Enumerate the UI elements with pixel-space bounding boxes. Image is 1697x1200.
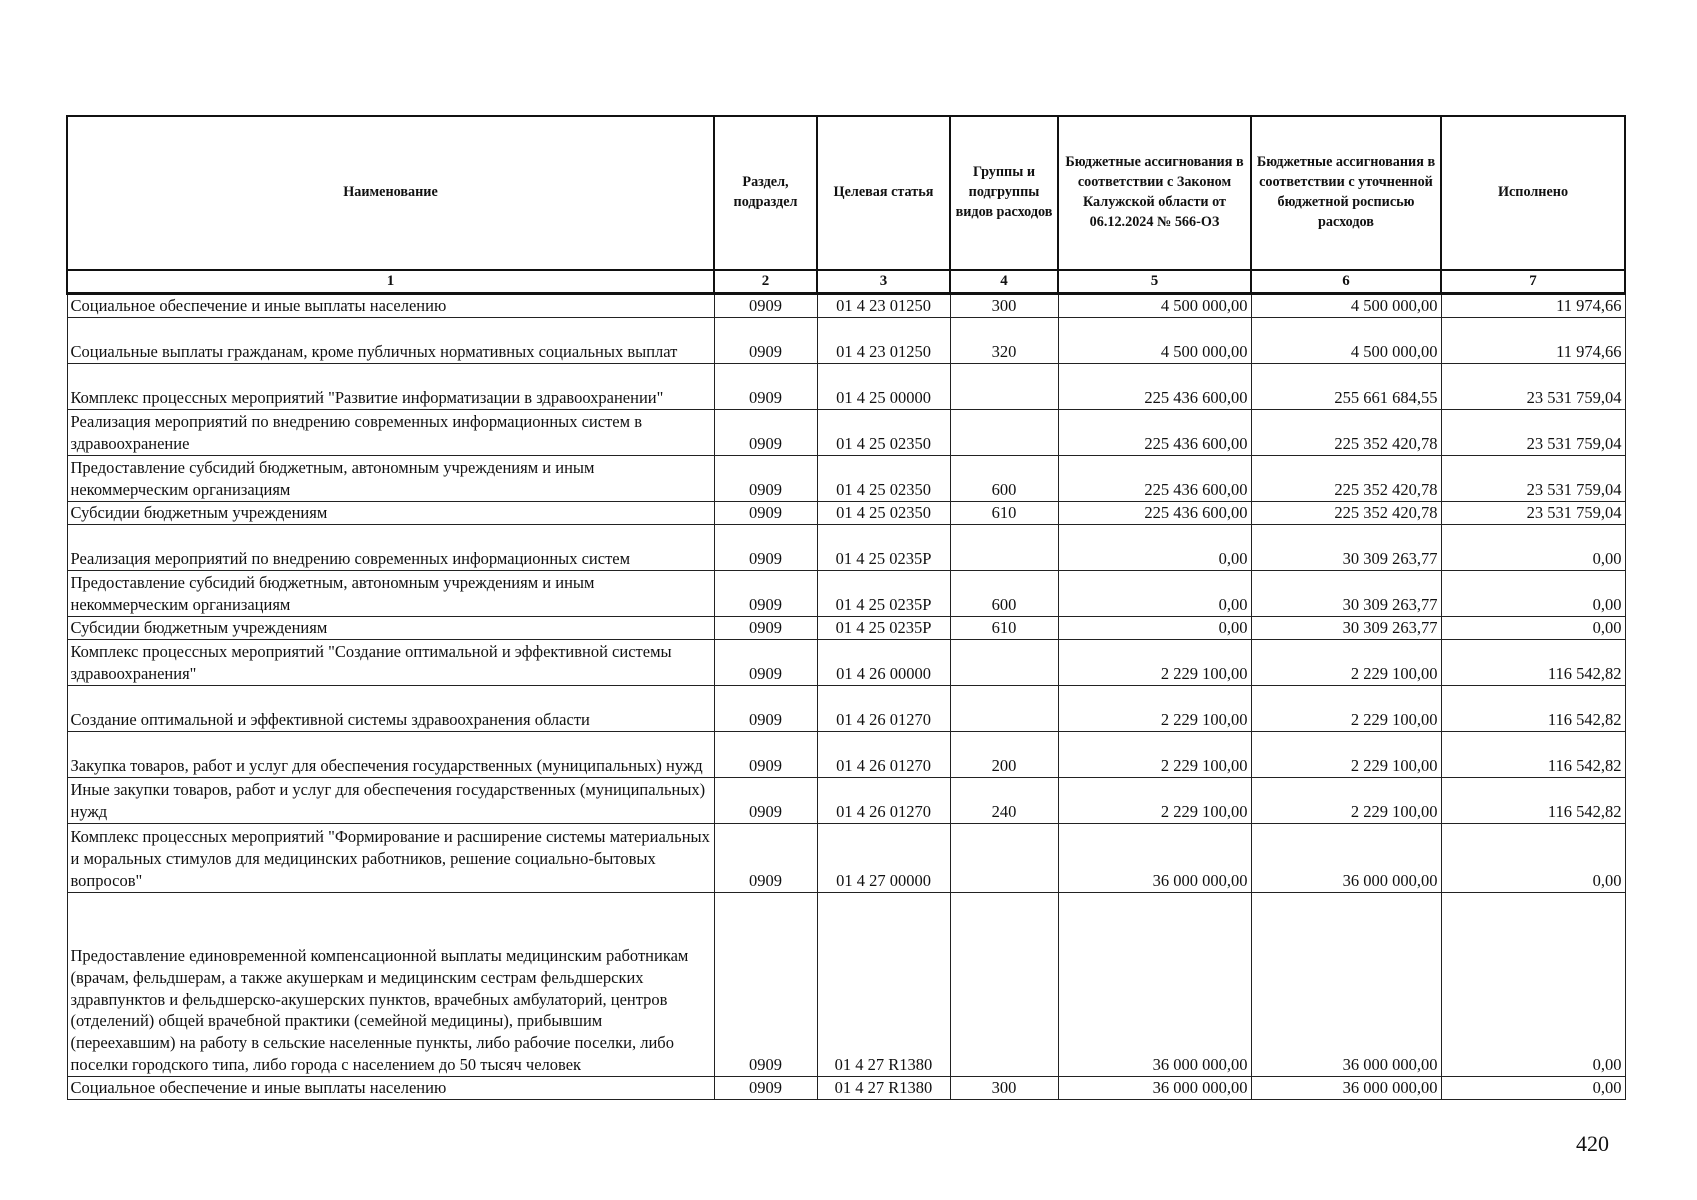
column-number: 4 xyxy=(950,270,1058,294)
row-name: Социальные выплаты гражданам, кроме публичных нормативных социальных выплат xyxy=(67,317,714,363)
row-law-allocation: 0,00 xyxy=(1058,524,1251,570)
row-target-article: 01 4 23 01250 xyxy=(817,317,950,363)
row-target-article: 01 4 25 0235P xyxy=(817,616,950,639)
row-section: 0909 xyxy=(714,524,817,570)
row-expense-group: 300 xyxy=(950,1076,1058,1099)
row-law-allocation: 2 229 100,00 xyxy=(1058,639,1251,685)
row-section: 0909 xyxy=(714,892,817,1076)
row-section: 0909 xyxy=(714,409,817,455)
row-expense-group: 600 xyxy=(950,455,1058,501)
row-name: Иные закупки товаров, работ и услуг для обеспечения государственных (муниципальных) нужд xyxy=(67,777,714,823)
row-refined-allocation: 2 229 100,00 xyxy=(1251,639,1441,685)
row-name: Создание оптимальной и эффективной системы здравоохранения области xyxy=(67,685,714,731)
row-refined-allocation: 225 352 420,78 xyxy=(1251,409,1441,455)
row-expense-group: 300 xyxy=(950,294,1058,318)
row-law-allocation: 225 436 600,00 xyxy=(1058,363,1251,409)
row-section: 0909 xyxy=(714,317,817,363)
table-row xyxy=(67,616,1625,639)
table-row xyxy=(67,501,1625,524)
row-executed: 0,00 xyxy=(1441,570,1625,616)
row-executed: 0,00 xyxy=(1441,892,1625,1076)
row-executed: 23 531 759,04 xyxy=(1441,363,1625,409)
header-executed: Исполнено xyxy=(1441,116,1625,270)
row-law-allocation: 2 229 100,00 xyxy=(1058,685,1251,731)
row-refined-allocation: 2 229 100,00 xyxy=(1251,777,1441,823)
row-name: Комплекс процессных мероприятий "Создание оптимальной и эффективной системы здравоохранения" xyxy=(67,639,714,685)
row-expense-group: 200 xyxy=(950,731,1058,777)
row-target-article: 01 4 27 00000 xyxy=(817,823,950,892)
row-law-allocation: 2 229 100,00 xyxy=(1058,777,1251,823)
row-target-article: 01 4 26 01270 xyxy=(817,777,950,823)
row-executed: 11 974,66 xyxy=(1441,294,1625,318)
table-row xyxy=(67,524,1625,570)
header-section: Раздел, подраздел xyxy=(714,116,817,270)
row-target-article: 01 4 25 0235P xyxy=(817,570,950,616)
row-section: 0909 xyxy=(714,294,817,318)
row-target-article: 01 4 26 01270 xyxy=(817,685,950,731)
row-refined-allocation: 36 000 000,00 xyxy=(1251,823,1441,892)
row-expense-group: 610 xyxy=(950,616,1058,639)
column-number: 3 xyxy=(817,270,950,294)
column-number: 6 xyxy=(1251,270,1441,294)
row-section: 0909 xyxy=(714,501,817,524)
table-row xyxy=(67,777,1625,823)
row-law-allocation: 0,00 xyxy=(1058,570,1251,616)
row-section: 0909 xyxy=(714,363,817,409)
header-row xyxy=(67,116,1625,270)
row-refined-allocation: 2 229 100,00 xyxy=(1251,685,1441,731)
column-number: 7 xyxy=(1441,270,1625,294)
table-row xyxy=(67,731,1625,777)
table-row xyxy=(67,294,1625,318)
row-expense-group xyxy=(950,823,1058,892)
table-row xyxy=(67,823,1625,892)
header-name: Наименование xyxy=(67,116,714,270)
row-name: Социальное обеспечение и иные выплаты населению xyxy=(67,1076,714,1099)
header-expense-group: Группы и подгруппы видов расходов xyxy=(950,116,1058,270)
row-executed: 116 542,82 xyxy=(1441,639,1625,685)
header-refined-allocation: Бюджетные ассигнования в соответствии с уточненной бюджетной росписью расходов xyxy=(1251,116,1441,270)
table-row xyxy=(67,892,1625,1076)
row-name: Комплекс процессных мероприятий "Формирование и расширение системы материальных и моральных стимулов для медицинских работников, решение социально-бытовых вопросов" xyxy=(67,823,714,892)
row-target-article: 01 4 25 0235P xyxy=(817,524,950,570)
row-expense-group xyxy=(950,524,1058,570)
row-law-allocation: 36 000 000,00 xyxy=(1058,1076,1251,1099)
budget-table xyxy=(66,115,1626,1100)
row-refined-allocation: 30 309 263,77 xyxy=(1251,570,1441,616)
row-expense-group: 240 xyxy=(950,777,1058,823)
row-refined-allocation: 225 352 420,78 xyxy=(1251,455,1441,501)
header-law-allocation: Бюджетные ассигнования в соответствии с Законом Калужской области от 06.12.2024 № 566-ОЗ xyxy=(1058,116,1251,270)
header-target-article: Целевая статья xyxy=(817,116,950,270)
row-expense-group xyxy=(950,685,1058,731)
row-name: Предоставление единовременной компенсационной выплаты медицинским работникам (врачам, фельдшерам, а также акушеркам и медицинским сестрам фельдшерских здравпунктов и фельдшерско-акушерских пунктов, врачебных амбулаторий, центров (отделений) общей врачебной практики (семейной медицины), прибывшим (переехавшим) на работу в сельские населенные пункты, либо рабочие поселки, либо поселки городского типа, либо города с населением до 50 тысяч человек xyxy=(67,892,714,1076)
row-law-allocation: 225 436 600,00 xyxy=(1058,501,1251,524)
row-expense-group: 610 xyxy=(950,501,1058,524)
row-name: Субсидии бюджетным учреждениям xyxy=(67,616,714,639)
row-section: 0909 xyxy=(714,731,817,777)
row-executed: 0,00 xyxy=(1441,524,1625,570)
table-row xyxy=(67,639,1625,685)
row-section: 0909 xyxy=(714,823,817,892)
row-target-article: 01 4 23 01250 xyxy=(817,294,950,318)
row-refined-allocation: 30 309 263,77 xyxy=(1251,616,1441,639)
table-row xyxy=(67,1076,1625,1099)
row-name: Предоставление субсидий бюджетным, автономным учреждениям и иным некоммерческим организациям xyxy=(67,455,714,501)
row-name: Реализация мероприятий по внедрению современных информационных систем в здравоохранение xyxy=(67,409,714,455)
table-row xyxy=(67,363,1625,409)
row-law-allocation: 4 500 000,00 xyxy=(1058,294,1251,318)
row-law-allocation: 225 436 600,00 xyxy=(1058,455,1251,501)
row-name: Закупка товаров, работ и услуг для обеспечения государственных (муниципальных) нужд xyxy=(67,731,714,777)
row-target-article: 01 4 25 02350 xyxy=(817,501,950,524)
row-section: 0909 xyxy=(714,685,817,731)
row-expense-group xyxy=(950,892,1058,1076)
row-target-article: 01 4 26 00000 xyxy=(817,639,950,685)
budget-sheet xyxy=(66,115,1626,1100)
table-row xyxy=(67,317,1625,363)
row-law-allocation: 36 000 000,00 xyxy=(1058,823,1251,892)
row-refined-allocation: 2 229 100,00 xyxy=(1251,731,1441,777)
row-refined-allocation: 4 500 000,00 xyxy=(1251,294,1441,318)
row-law-allocation: 0,00 xyxy=(1058,616,1251,639)
page-number: 420 xyxy=(1576,1131,1609,1156)
row-target-article: 01 4 27 R1380 xyxy=(817,1076,950,1099)
column-number: 2 xyxy=(714,270,817,294)
row-refined-allocation: 255 661 684,55 xyxy=(1251,363,1441,409)
row-name: Реализация мероприятий по внедрению современных информационных систем xyxy=(67,524,714,570)
row-name: Комплекс процессных мероприятий "Развитие информатизации в здравоохранении" xyxy=(67,363,714,409)
row-executed: 23 531 759,04 xyxy=(1441,501,1625,524)
column-number-row xyxy=(67,270,1625,294)
row-target-article: 01 4 25 02350 xyxy=(817,455,950,501)
row-name: Субсидии бюджетным учреждениям xyxy=(67,501,714,524)
row-name: Социальное обеспечение и иные выплаты населению xyxy=(67,294,714,318)
row-target-article: 01 4 25 02350 xyxy=(817,409,950,455)
row-target-article: 01 4 27 R1380 xyxy=(817,892,950,1076)
row-executed: 0,00 xyxy=(1441,823,1625,892)
row-section: 0909 xyxy=(714,639,817,685)
row-executed: 116 542,82 xyxy=(1441,777,1625,823)
row-section: 0909 xyxy=(714,455,817,501)
table-row xyxy=(67,455,1625,501)
row-section: 0909 xyxy=(714,570,817,616)
row-section: 0909 xyxy=(714,616,817,639)
row-expense-group: 600 xyxy=(950,570,1058,616)
row-executed: 23 531 759,04 xyxy=(1441,455,1625,501)
row-refined-allocation: 225 352 420,78 xyxy=(1251,501,1441,524)
row-law-allocation: 225 436 600,00 xyxy=(1058,409,1251,455)
row-refined-allocation: 36 000 000,00 xyxy=(1251,1076,1441,1099)
row-expense-group xyxy=(950,363,1058,409)
row-target-article: 01 4 25 00000 xyxy=(817,363,950,409)
row-executed: 116 542,82 xyxy=(1441,685,1625,731)
row-executed: 11 974,66 xyxy=(1441,317,1625,363)
row-law-allocation: 36 000 000,00 xyxy=(1058,892,1251,1076)
row-section: 0909 xyxy=(714,1076,817,1099)
table-row xyxy=(67,685,1625,731)
row-name: Предоставление субсидий бюджетным, автономным учреждениям и иным некоммерческим организациям xyxy=(67,570,714,616)
row-executed: 0,00 xyxy=(1441,616,1625,639)
row-executed: 116 542,82 xyxy=(1441,731,1625,777)
column-number: 1 xyxy=(67,270,714,294)
table-row xyxy=(67,570,1625,616)
row-law-allocation: 4 500 000,00 xyxy=(1058,317,1251,363)
row-refined-allocation: 36 000 000,00 xyxy=(1251,892,1441,1076)
row-section: 0909 xyxy=(714,777,817,823)
column-number: 5 xyxy=(1058,270,1251,294)
row-target-article: 01 4 26 01270 xyxy=(817,731,950,777)
table-row xyxy=(67,409,1625,455)
row-refined-allocation: 4 500 000,00 xyxy=(1251,317,1441,363)
row-expense-group xyxy=(950,409,1058,455)
row-expense-group xyxy=(950,639,1058,685)
row-refined-allocation: 30 309 263,77 xyxy=(1251,524,1441,570)
row-executed: 23 531 759,04 xyxy=(1441,409,1625,455)
row-expense-group: 320 xyxy=(950,317,1058,363)
row-law-allocation: 2 229 100,00 xyxy=(1058,731,1251,777)
row-executed: 0,00 xyxy=(1441,1076,1625,1099)
